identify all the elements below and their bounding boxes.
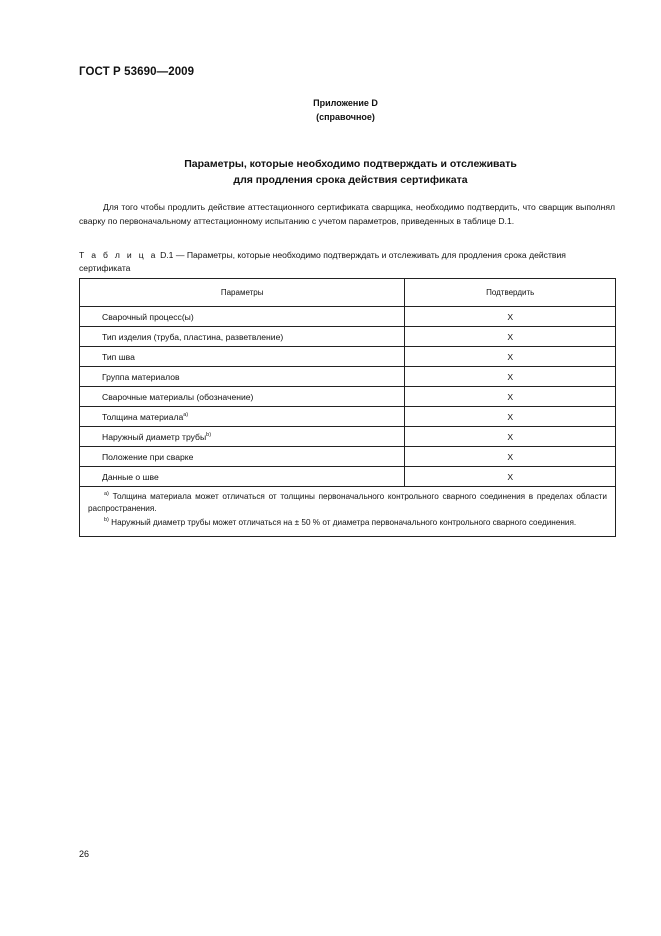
row-parameter	[80, 447, 405, 467]
row-parameter-text: Тип шва	[102, 351, 135, 362]
table-caption	[79, 249, 615, 274]
row-confirm-mark: X	[405, 327, 616, 347]
table-notes-row	[80, 487, 616, 537]
intro-paragraph: Для того чтобы продлить действие аттестационного сертификата сварщика, необходимо подтвердить, что сварщик выполнял сварку по первоначальному аттестационному испытанию с учетом параметров, приведенных в таблице D.1.	[79, 202, 615, 226]
row-parameter	[80, 427, 405, 447]
footnote-a	[88, 491, 607, 515]
row-parameter	[80, 467, 405, 487]
section-title	[0, 156, 661, 188]
row-parameter-text: Положение при сварке	[102, 451, 194, 462]
row-footnote-ref: a)	[183, 411, 189, 418]
footnote-a-marker: a)	[104, 491, 109, 497]
row-parameter-text: Наружный диаметр трубы	[102, 431, 207, 442]
row-parameter-text: Толщина материала	[102, 411, 184, 422]
table-row	[80, 307, 616, 327]
table-row	[80, 407, 616, 427]
section-title-line-2: для продления срока действия сертификата	[233, 174, 468, 186]
row-parameter-text: Сварочный процесс(ы)	[102, 311, 194, 322]
section-title-line-1: Параметры, которые необходимо подтверждать и отслеживать	[184, 158, 517, 170]
row-confirm-mark: X	[405, 347, 616, 367]
row-parameter-text: Данные о шве	[102, 471, 159, 482]
row-parameter	[80, 327, 405, 347]
row-confirm-mark: X	[405, 447, 616, 467]
table-caption-text: D.1 — Параметры, которые необходимо подтверждать и отслеживать для продления срока действия сертификата	[79, 250, 566, 273]
appendix-type: (справочное)	[316, 112, 375, 122]
row-parameter	[80, 367, 405, 387]
footnote-b-text: Наружный диаметр трубы может отличаться на ± 50 % от диаметра первоначального контрольного сварного соединения.	[108, 518, 577, 527]
footnote-a-text: Толщина материала может отличаться от толщины первоначального контрольного сварного соединения в пределах области распространения.	[88, 492, 607, 513]
table-header-row	[80, 279, 616, 307]
table-body	[80, 307, 616, 537]
row-parameter-text: Сварочные материалы (обозначение)	[102, 391, 254, 402]
header-confirm: Подтвердить	[405, 279, 616, 307]
table-row	[80, 327, 616, 347]
appendix-heading	[0, 96, 661, 124]
document-code: ГОСТ Р 53690—2009	[79, 66, 195, 78]
footnote-b	[88, 517, 607, 529]
row-parameter-text: Тип изделия (труба, пластина, разветвление)	[102, 331, 284, 342]
header-parameters: Параметры	[80, 279, 405, 307]
row-confirm-mark: X	[405, 467, 616, 487]
row-confirm-mark: X	[405, 427, 616, 447]
table-row	[80, 467, 616, 487]
table-row	[80, 367, 616, 387]
table-notes	[80, 487, 616, 537]
table-row	[80, 347, 616, 367]
row-parameter	[80, 387, 405, 407]
row-parameter	[80, 307, 405, 327]
table-row	[80, 427, 616, 447]
table-row	[80, 387, 616, 407]
table-caption-prefix: Т а б л и ц а	[79, 250, 158, 260]
appendix-label: Приложение D	[313, 98, 378, 108]
row-confirm-mark: X	[405, 307, 616, 327]
row-confirm-mark: X	[405, 407, 616, 427]
row-confirm-mark: X	[405, 387, 616, 407]
footnote-b-marker: b)	[104, 517, 109, 523]
row-parameter	[80, 407, 405, 427]
parameters-table	[79, 278, 616, 537]
row-parameter	[80, 347, 405, 367]
row-footnote-ref: b)	[206, 431, 212, 438]
page-number: 26	[79, 849, 90, 859]
table-row	[80, 447, 616, 467]
row-confirm-mark: X	[405, 367, 616, 387]
row-parameter-text: Группа материалов	[102, 371, 180, 382]
